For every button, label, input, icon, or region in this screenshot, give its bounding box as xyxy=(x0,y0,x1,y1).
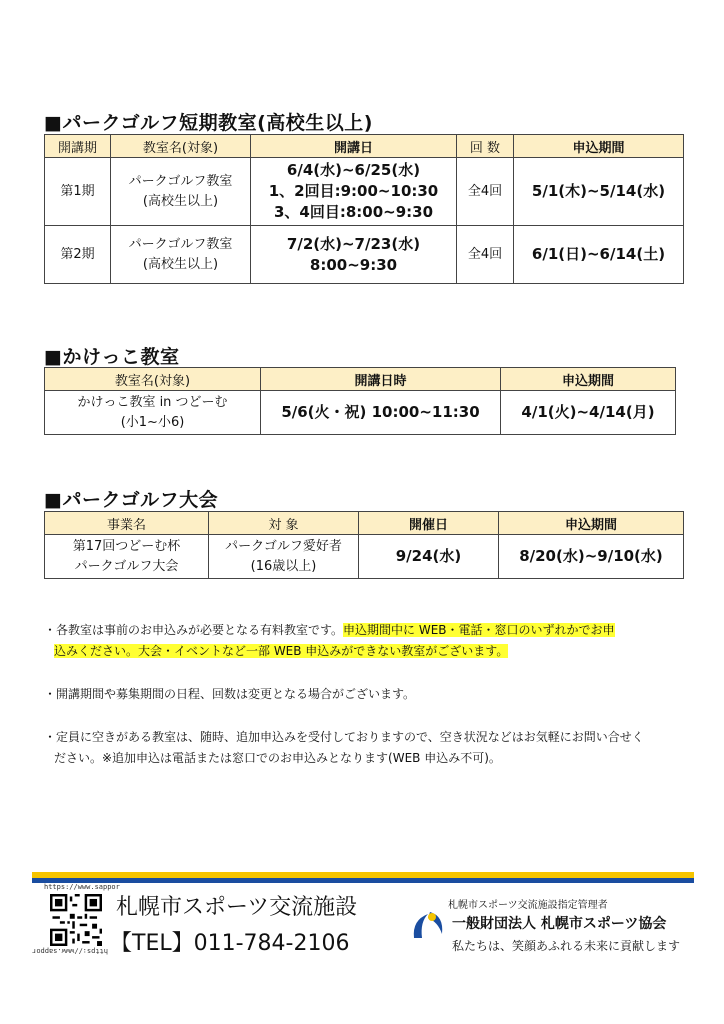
class-line: かけっこ教室 in つどーむ xyxy=(77,394,228,410)
footer-bar-blue xyxy=(32,878,694,883)
section-title-kakekko: ■かけっこ教室 xyxy=(44,346,180,368)
count-cell: 全4回 xyxy=(457,158,514,226)
qr-url-text: https://www.sappor xyxy=(32,947,108,955)
event-line: パークゴルフ大会 xyxy=(74,558,179,574)
class-line: パークゴルフ教室 xyxy=(128,173,233,189)
class-line: パークゴルフ教室 xyxy=(128,236,233,252)
event-cell xyxy=(45,535,209,579)
organization-name: 一般財団法人 札幌市スポーツ協会 xyxy=(452,916,667,932)
event-line: 第17回つどーむ杯 xyxy=(72,538,181,554)
date-cell: 9/24(水) xyxy=(359,535,499,579)
note-registration xyxy=(44,620,694,662)
date-line: 6/4(水)~6/25(水) xyxy=(286,161,421,179)
header-date: 開催日 xyxy=(359,512,499,535)
note-text: ・定員に空きがある教室は、随時、追加申込みを受付しておりますので、空き状況などはお気軽にお問い合せく xyxy=(44,730,644,744)
table-header-row xyxy=(45,135,684,158)
period-cell: 8/20(水)~9/10(水) xyxy=(499,535,684,579)
header-count: 回 数 xyxy=(457,135,514,158)
header-period: 申込期間 xyxy=(501,368,676,391)
qr-code-icon[interactable] xyxy=(50,894,102,946)
note-highlight: 込みください。大会・イベントなど一部 WEB 申込みができない教室がございます。 xyxy=(54,644,509,658)
sports-association-logo-icon xyxy=(410,908,446,940)
header-datetime: 開講日時 xyxy=(261,368,501,391)
facility-name: 札幌市スポーツ交流施設 xyxy=(116,895,358,920)
header-date: 開講日 xyxy=(251,135,457,158)
tournament-table xyxy=(44,511,684,579)
section-title-parkgolf-short: ■パークゴルフ短期教室(高校生以上) xyxy=(44,112,373,134)
manager-caption: 札幌市スポーツ交流施設指定管理者 xyxy=(448,900,608,911)
date-line: 8:00~9:30 xyxy=(309,255,398,274)
header-class: 教室名(対象) xyxy=(45,368,261,391)
slogan: 私たちは、笑顔あふれる未来に貢献します xyxy=(452,939,681,953)
class-cell xyxy=(111,158,251,226)
period-cell: 6/1(日)~6/14(土) xyxy=(514,226,684,284)
parkgolf-short-table xyxy=(44,134,684,284)
header-period: 申込期間 xyxy=(514,135,684,158)
kakekko-table xyxy=(44,367,676,435)
note-text: ・各教室は事前のお申込みが必要となる有料教室です。 xyxy=(44,623,344,637)
note-highlight: 申込期間中に WEB・電話・窓口のいずれかでお申 xyxy=(343,623,615,637)
count-cell: 全4回 xyxy=(457,226,514,284)
datetime-cell: 5/6(火・祝) 10:00~11:30 xyxy=(261,391,501,435)
target-cell xyxy=(209,535,359,579)
header-event: 事業名 xyxy=(45,512,209,535)
date-line: 1、2回目:9:00~10:30 xyxy=(268,182,439,200)
qr-url-text: https://www.sappor xyxy=(44,883,120,891)
note-additional-registration xyxy=(44,727,694,769)
section-title-parkgolf-tournament: ■パークゴルフ大会 xyxy=(44,489,219,511)
notes xyxy=(44,620,694,791)
period-cell: 4/1(火)~4/14(月) xyxy=(501,391,676,435)
term-cell: 第1期 xyxy=(45,158,111,226)
table-row xyxy=(45,158,684,226)
date-cell xyxy=(251,226,457,284)
class-cell xyxy=(45,391,261,435)
date-line: 7/2(水)~7/23(水) xyxy=(286,234,421,253)
header-target: 対 象 xyxy=(209,512,359,535)
header-period: 申込期間 xyxy=(499,512,684,535)
date-line: 3、4回目:8:00~9:30 xyxy=(273,203,434,221)
class-line: (高校生以上) xyxy=(142,193,219,209)
class-line: (小1~小6) xyxy=(120,414,185,430)
table-header-row xyxy=(45,512,684,535)
date-cell xyxy=(251,158,457,226)
facility-tel: 【TEL】011-784-2106 xyxy=(110,931,350,956)
target-line: パークゴルフ愛好者 xyxy=(225,538,342,554)
class-cell xyxy=(111,226,251,284)
period-cell: 5/1(木)~5/14(水) xyxy=(514,158,684,226)
table-row xyxy=(45,535,684,579)
note-schedule-change: ・開講期間や募集期間の日程、回数は変更となる場合がございます。 xyxy=(44,687,416,701)
target-line: (16歳以上) xyxy=(250,558,317,574)
table-header-row xyxy=(45,368,676,391)
class-line: (高校生以上) xyxy=(142,256,219,272)
header-class: 教室名(対象) xyxy=(111,135,251,158)
term-cell: 第2期 xyxy=(45,226,111,284)
header-term: 開講期 xyxy=(45,135,111,158)
table-row xyxy=(45,391,676,435)
table-row xyxy=(45,226,684,284)
note-text: ださい。※追加申込は電話または窓口でのお申込みとなります(WEB 申込み不可)。 xyxy=(54,751,501,765)
